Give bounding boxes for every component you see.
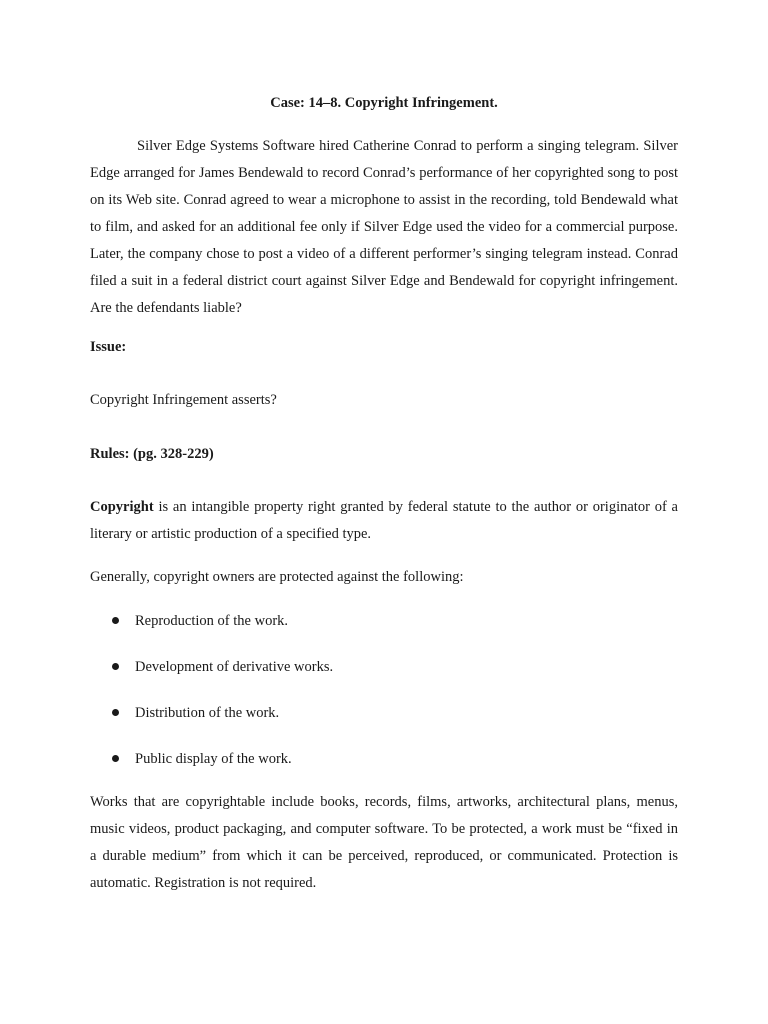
- copyright-definition-paragraph: [90, 494, 678, 548]
- case-title: Case: 14–8. Copyright Infringement.: [270, 95, 498, 111]
- case-facts-paragraph: Silver Edge Systems Software hired Catherine Conrad to perform a singing telegram. Silver Edge arranged for James Bendewald to record Conrad’s performance of her copyrighted song to post on its Web site. Conrad agreed to wear a microphone to assist in the recording, told Bendewald what to film, and asked for an additional fee only if Silver Edge used the video for a commercial purpose. Later, the company chose to post a video of a different performer’s singing telegram instead. Conrad filed a suit in a federal district court against Silver Edge and Bendewald for copyright infringement. Are the defendants liable?: [90, 138, 678, 316]
- protections-list: [90, 608, 678, 792]
- list-item: [90, 654, 678, 700]
- list-item-text: Public display of the work.: [135, 751, 292, 767]
- bullet-icon: [112, 617, 119, 624]
- list-item-text: Distribution of the work.: [135, 705, 280, 721]
- copyrightable-works-paragraph: Works that are copyrightable include books, records, films, artworks, architectural plans, menus, music videos, product packaging, and computer software. To be protected, a work must be “fixed in a durable medium” from which it can be perceived, reproduced, or communicated. Protection is automatic. Registration is not required.: [90, 794, 678, 891]
- list-item: [90, 608, 678, 654]
- bullet-icon: [112, 663, 119, 670]
- issue-heading: Issue:: [90, 339, 127, 355]
- list-item: [90, 700, 678, 746]
- list-item-text: Reproduction of the work.: [135, 613, 289, 629]
- rules-heading: Rules: (pg. 328-229): [90, 446, 214, 462]
- bullet-icon: [112, 709, 119, 716]
- list-item-text: Development of derivative works.: [135, 659, 334, 675]
- issue-text: Copyright Infringement asserts?: [90, 392, 277, 408]
- protections-intro: Generally, copyright owners are protected against the following:: [90, 569, 464, 585]
- copyright-term: Copyright: [90, 499, 154, 515]
- copyright-definition: is an intangible property right granted by federal statute to the author or originator of a literary or artistic production of a specified type.: [90, 499, 678, 542]
- list-item: [90, 746, 678, 792]
- bullet-icon: [112, 755, 119, 762]
